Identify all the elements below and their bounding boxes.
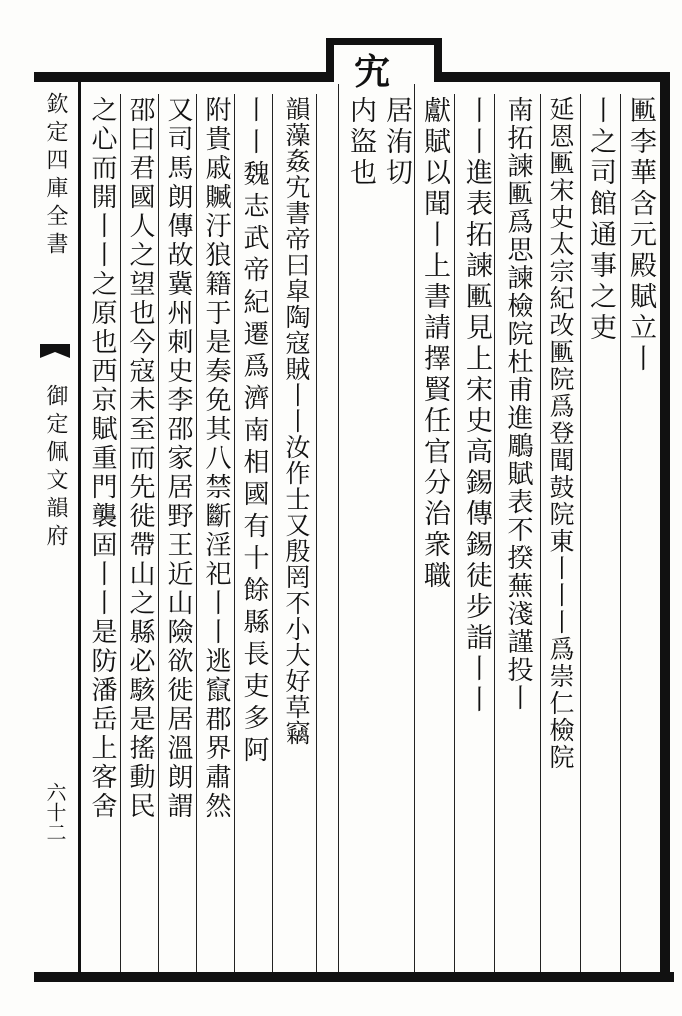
text-column [500,96,536,712]
frame-top-border [34,72,334,82]
column-text: 丨丨進表拓諫匭見上宋史高錫傳錫徒步詣丨丨 [461,96,492,716]
text-column [198,96,234,821]
folio-text: 六十二 [43,782,67,842]
column-text: 獻賦以聞丨上書請擇賢任官分治衆職 [419,96,450,592]
text-column [160,96,196,821]
column-rule [494,94,495,972]
heading-char: 宄 [353,51,390,93]
column-text: 南拓諫匭爲思諫檢院杜甫進鵰賦表不揆蕪淺謹投丨 [503,96,533,712]
text-column [622,96,658,375]
column-rule [454,94,455,972]
frame-right-border [660,72,670,982]
entry-text: 居洧切 [381,96,412,189]
frame-bottom-border [34,972,674,982]
column-text: 丨之司館通事之吏 [585,96,616,344]
column-text: 附貴戚贓汙狼籍于是奏免其八禁斷淫祀丨丨逃竄郡界肅然 [201,96,231,821]
margin-text: 欽定四庫全書 [43,92,68,260]
fishtail-mark-icon [40,344,70,374]
column-rule [196,94,197,972]
margin-title-book [38,384,72,552]
column-text: 匭李華含元殿賦立丨 [625,96,656,375]
column-rule [234,94,235,972]
heading-char-box [350,50,394,94]
frame-top-border [436,72,668,82]
folio-number [38,782,72,842]
text-column [582,96,618,344]
margin-title-top [38,92,72,260]
text-column [84,96,120,821]
column-rule [272,94,273,972]
column-rule [620,94,621,972]
entry-line-reading [378,96,414,189]
column-text: 之心而開丨丨之原也西京賦重門襲固丨丨是防潘岳上客舍 [87,96,117,821]
column-text: 延恩匭宋史太宗紀改匭院爲登聞鼓院東丨丨丨爲崇仁檢院 [546,96,575,771]
column-text: 又司馬朗傳故冀州刺史李邵家居野王近山險欲徙居溫朗謂 [163,96,193,821]
text-column [416,96,452,592]
column-rule [120,94,121,972]
column-rule [580,94,581,972]
column-rule [338,84,339,972]
frame-left-border [78,82,81,980]
column-rule [316,94,317,972]
heading-tab-border [326,38,442,45]
column-rule [158,94,159,972]
entry-text: 内盜也 [345,96,376,189]
text-column [542,96,578,771]
heading-tab-border [326,38,334,82]
text-column [458,96,494,716]
text-column [122,96,158,821]
column-text: 丨丨魏志武帝紀遷爲濟南相國有十餘縣長吏多阿 [239,96,269,768]
entry-line-definition [342,96,378,189]
column-text: 邵曰君國人之望也今寇未至而先徙帶山之縣必駭是搖動民 [125,96,155,821]
column-rule [414,84,415,972]
heading-tab-border [434,38,442,82]
text-column [236,96,272,768]
column-text: 韻藻姦宄書帝曰皐陶寇賊丨丨汝作士又殷罔不小大好草竊 [282,96,311,746]
text-column [278,96,314,746]
margin-text: 御定佩文韻府 [43,384,68,552]
column-rule [540,94,541,972]
